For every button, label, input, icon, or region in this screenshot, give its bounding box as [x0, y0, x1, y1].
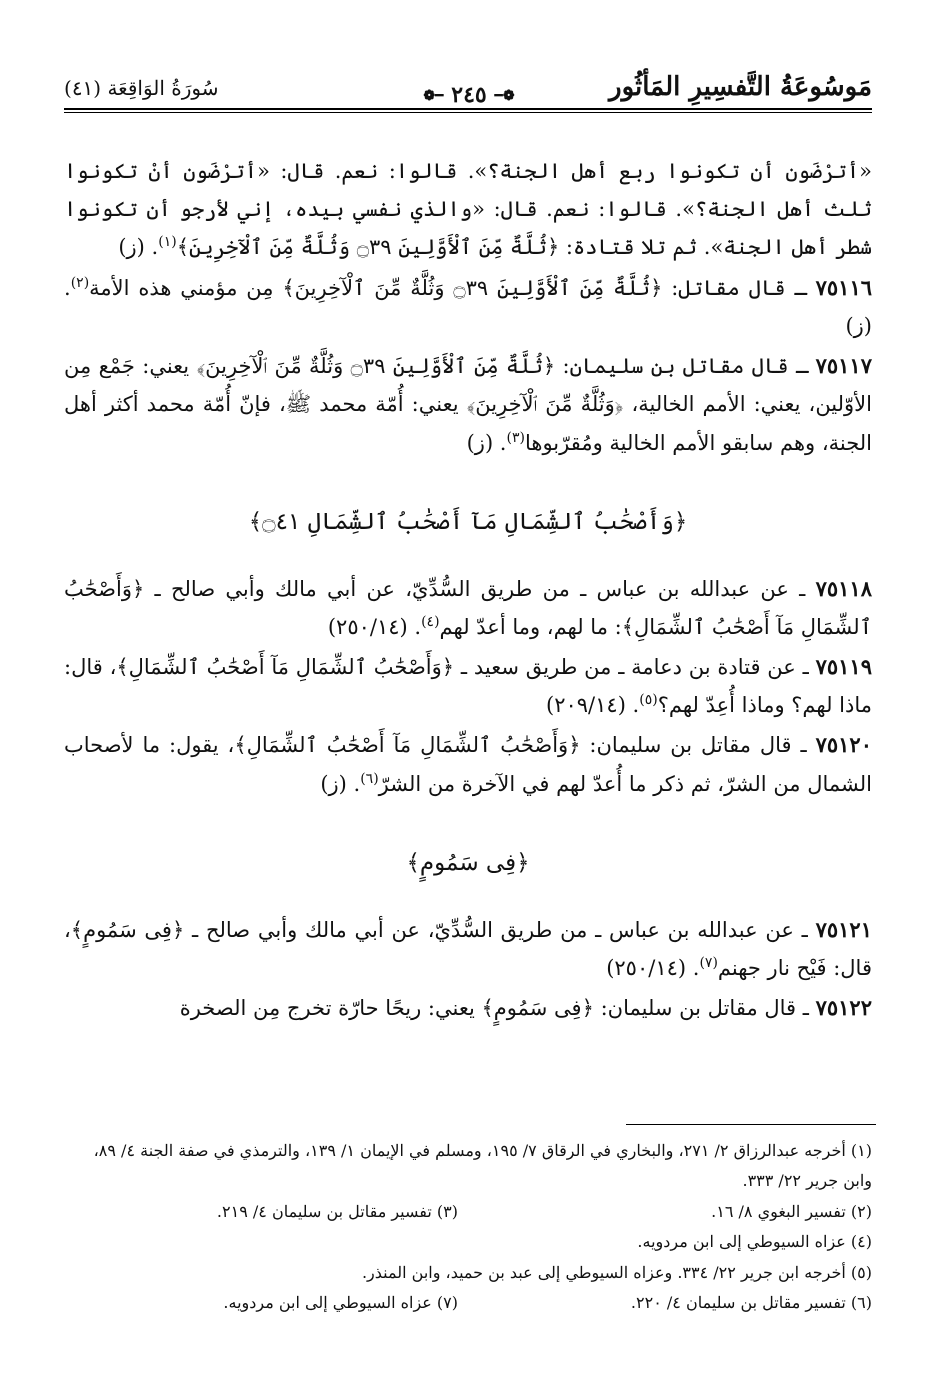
paragraph-text: ـ عن عبدالله بن عباس ـ من طريق السُّدِّيّ، عن أبي مالك وأبي صالح ـ ﴿فِى سَمُومٍ﴾، قال: فَيْح نار جهنم: [64, 917, 872, 980]
narration-number: ٧٥١٢٠: [815, 732, 872, 758]
paragraph-end: . (٢٥٠/١٤): [327, 614, 422, 639]
footnote: (٦) تفسير مقاتل بن سليمان ٤/ ٢٢٠.: [630, 1292, 872, 1312]
footnote-ref: (٢): [70, 274, 90, 291]
narration-number: ٧٥١١٧: [815, 353, 872, 379]
verse-heading: ﴿وَأَصْحَٰبُ ٱلشِّمَالِ مَآ أَصْحَٰبُ ٱلشِّمَالِ ۝٤١﴾: [248, 508, 688, 535]
paragraph-end: . (ز): [118, 235, 159, 260]
paragraph-text: ـ عن قتادة بن دعامة ـ من طريق سعيد ـ ﴿وَأَصْحَٰبُ ٱلشِّمَالِ مَآ أَصْحَٰبُ ٱلشِّمَالِ﴾، قال: ماذا لهم؟ وماذا أُعِدّ لهم؟: [64, 655, 872, 718]
paragraph: [64, 648, 872, 724]
paragraph: [64, 152, 872, 267]
footnote: (١) أخرجه عبدالرزاق ٢/ ٢٧١، والبخاري في الرقاق ٧/ ١٩٥، ومسلم في الإيمان ١/ ١٣٩، والترمذي في صفة الجنة ٤/ ٨٩، وابن جرير ٢٢/ ٣٣٣.: [93, 1141, 872, 1191]
footnote: (٢) تفسير البغوي ٨/ ١٦.: [711, 1201, 872, 1221]
paragraph-end: . (٢٥٠/١٤): [606, 956, 700, 980]
paragraph: [64, 570, 872, 646]
narration-number: ٧٥١١٨: [815, 575, 872, 601]
main-text: [64, 152, 872, 1029]
paragraph-text: ـ قال مقاتل بن سليمان: ﴿وَأَصْحَٰبُ ٱلشِّمَالِ مَآ أَصْحَٰبُ ٱلشِّمَالِ﴾، يقول: ما لأصحاب الشمال من الشرّ، ثم ذكر ما أُعدّ لهم في الآخرة من الشرّ: [64, 733, 872, 796]
footnote-ref: (٧): [699, 955, 718, 971]
footnotes: [64, 1136, 872, 1318]
paragraph-text: ـ قال مقاتل بن سليمان: ﴿فِى سَمُومٍ﴾ يعني: ريحًا حارّة تخرج مِن الصخرة: [179, 996, 809, 1021]
page-number-block: [394, 82, 544, 108]
surah-label: سُورَةُ الوَاقِعَة (٤١): [64, 76, 219, 100]
paragraph-end: . (ز): [320, 771, 361, 796]
paragraph-text: ـ عن عبدالله بن عباس ـ من طريق السُّدِّيّ، عن أبي مالك وأبي صالح ـ ﴿وَأَصْحَٰبُ ٱلشِّمَالِ مَآ أَصْحَٰبُ ٱلشِّمَالِ﴾: ما لهم، وما أعدّ لهم: [64, 576, 872, 639]
footnote: (٧) عزاه السيوطي إلى ابن مردويه.: [223, 1292, 458, 1312]
footnote-ref: (٣): [506, 429, 525, 446]
footnote-rule: [626, 1124, 876, 1125]
footnote: (٥) أخرجه ابن جرير ٢٢/ ٣٣٤. وعزاه السيوطي إلى عبد بن حميد، وابن المنذر.: [361, 1262, 872, 1282]
footnote: (٤) عزاه السيوطي إلى ابن مردويه.: [637, 1232, 872, 1252]
footnote-ref: (٥): [639, 692, 658, 709]
narration-number: ٧٥١٢١: [815, 916, 872, 942]
paragraph: [64, 989, 872, 1027]
paragraph: [64, 347, 872, 462]
book-title: مَوسُوعَةُ التَّفسِيرِ المَأثُور: [609, 72, 872, 102]
paragraph-end: . (٢٠٩/١٤): [546, 693, 640, 718]
footnote-ref: (٦): [360, 770, 379, 787]
footnote-ref: (٤): [421, 613, 440, 630]
left-ornament-icon: ❁━: [494, 88, 515, 104]
paragraph-text: ـ قال مقاتل: ﴿ثُلَّةٌ مِّنَ ٱلْأَوَّلِينَ ۝٣٩ وَثُلَّةٌ مِّنَ ٱلْآخِرِينَ﴾ مِن مؤمني هذه الأمة: [89, 275, 807, 300]
page-number: ٢٤٥: [451, 82, 487, 108]
narration-number: ٧٥١٢٢: [815, 995, 872, 1021]
footnote-row: [64, 1288, 872, 1318]
page-header: [64, 70, 872, 120]
paragraph-text: ـ قال مقاتل بن سليمان: ﴿ثُلَّةٌ مِّنَ ٱلْأَوَّلِينَ ۝٣٩ وَثُلَّةٌ مِّنَ ٱلْآخِرِينَ﴾ يعني: جَمْع مِن الأوّلين، يعني: الأمم الخالية، ﴿وَثُلَّةٌ مِّنَ ٱلْآخِرِينَ﴾ يعني: أُمّة محمد ﷺ، فإنّ أُمّة محمد أكثر أهل الجنة، وهم سابقو الأمم الخالية ومُقرّبوها: [64, 354, 872, 455]
narration-number: ٧٥١١٦: [815, 274, 873, 300]
paragraph-end: . (ز): [64, 275, 872, 338]
verse-heading: ﴿فِى سَمُومٍ﴾: [406, 849, 530, 876]
footnote-ref: (١): [158, 234, 177, 251]
paragraph-text: «أترْضَون أن تكونوا ربع أهل الجنة؟». قالوا: نعم. قال: «أترْضَون أنْ تكونوا ثلث أهل الجنة؟». قالوا: نعم. قال: «والذي نفسي بيده، إني لأرجو أن تكونوا شطر أهل الجنة». ثم تلا قتادة: ﴿ثُلَّةٌ مِّنَ ٱلْأَوَّلِينَ ۝٣٩ وَثُلَّةٌ مِّنَ ٱلْآخِرِينَ﴾: [64, 159, 872, 260]
right-ornament-icon: ━❁: [423, 88, 444, 104]
paragraph: [64, 269, 872, 345]
footnote: (٣) تفسير مقاتل بن سليمان ٤/ ٢١٩.: [216, 1201, 458, 1221]
paragraph-end: . (ز): [466, 430, 507, 455]
paragraph: [64, 911, 872, 987]
footnote-row: [64, 1197, 872, 1227]
paragraph: [64, 726, 872, 802]
header-rule: [64, 108, 872, 113]
narration-number: ٧٥١١٩: [815, 654, 872, 680]
